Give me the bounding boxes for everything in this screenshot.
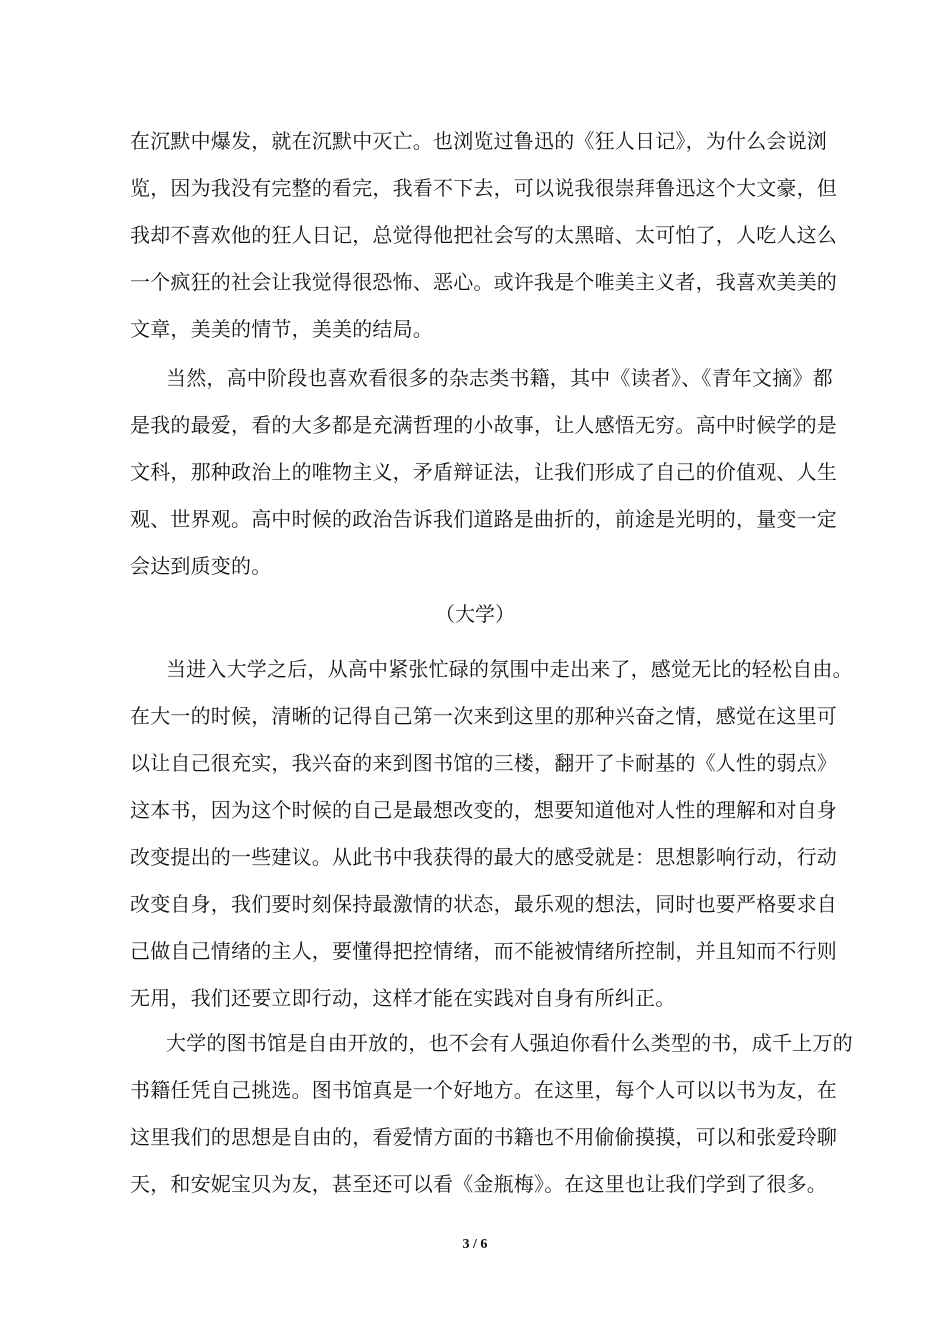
text-line: 我却不喜欢他的狂人日记，总觉得他把社会写的太黑暗、太可怕了，人吃人这么 [130,223,837,247]
text-line: 会达到质变的。 [130,554,272,578]
paragraph-1 [130,118,837,353]
text-line: 天，和安妮宝贝为友，甚至还可以看《金瓶梅》。在这里也让我们学到了很多。 [130,1172,827,1196]
text-line: 文科，那种政治上的唯物主义，矛盾辩证法，让我们形成了自己的价值观、人生 [130,460,837,484]
paragraph-4 [130,1020,853,1208]
text-line: 己做自己情绪的主人，要懂得把控情绪，而不能被情绪所控制，并且知而不行则 [130,939,837,963]
text-line: 观、世界观。高中时候的政治告诉我们道路是曲折的，前途是光明的，量变一定 [130,507,837,531]
text-line: 无用，我们还要立即行动，这样才能在实践对自身有所纠正。 [130,986,676,1010]
text-line: 大学的图书馆是自由开放的，也不会有人强迫你看什么类型的书，成千上万的 [166,1031,853,1055]
paragraph-2 [130,355,837,590]
page-number: 3 / 6 [462,1237,488,1252]
text-line: 在大一的时候，清晰的记得自己第一次来到这里的那种兴奋之情，感觉在这里可 [130,704,837,728]
text-line: 在沉默中爆发，就在沉默中灭亡。也浏览过鲁迅的《狂人日记》，为什么会说浏 [130,129,827,153]
text-line: 这本书，因为这个时候的自己是最想改变的，想要知道他对人性的理解和对自身 [130,798,837,822]
paragraph-3 [130,646,853,1022]
text-line: 改变自身，我们要时刻保持最激情的状态，最乐观的想法，同时也要严格要求自 [130,892,837,916]
text-line: 当进入大学之后，从高中紧张忙碌的氛围中走出来了，感觉无比的轻松自由。 [166,657,853,681]
text-line: 以让自己很充实，我兴奋的来到图书馆的三楼，翻开了卡耐基的《人性的弱点》 [130,751,837,775]
text-line: 当然，高中阶段也喜欢看很多的杂志类书籍，其中《读者》、《青年文摘》都 [166,366,833,390]
text-line: 文章，美美的情节，美美的结局。 [130,317,433,341]
text-line: 览，因为我没有完整的看完，我看不下去，可以说我很崇拜鲁迅这个大文豪，但 [130,176,837,200]
text-line: 这里我们的思想是自由的，看爱情方面的书籍也不用偷偷摸摸，可以和张爱玲聊 [130,1125,837,1149]
section-heading: （大学） [435,602,515,626]
text-line: 改变提出的一些建议。从此书中我获得的最大的感受就是：思想影响行动，行动 [130,845,837,869]
text-line: 一个疯狂的社会让我觉得很恐怖、恶心。或许我是个唯美主义者，我喜欢美美的 [130,270,837,294]
text-line: 是我的最爱，看的大多都是充满哲理的小故事，让人感悟无穷。高中时候学的是 [130,413,837,437]
text-line: 书籍任凭自己挑选。图书馆真是一个好地方。在这里，每个人可以以书为友，在 [130,1078,837,1102]
